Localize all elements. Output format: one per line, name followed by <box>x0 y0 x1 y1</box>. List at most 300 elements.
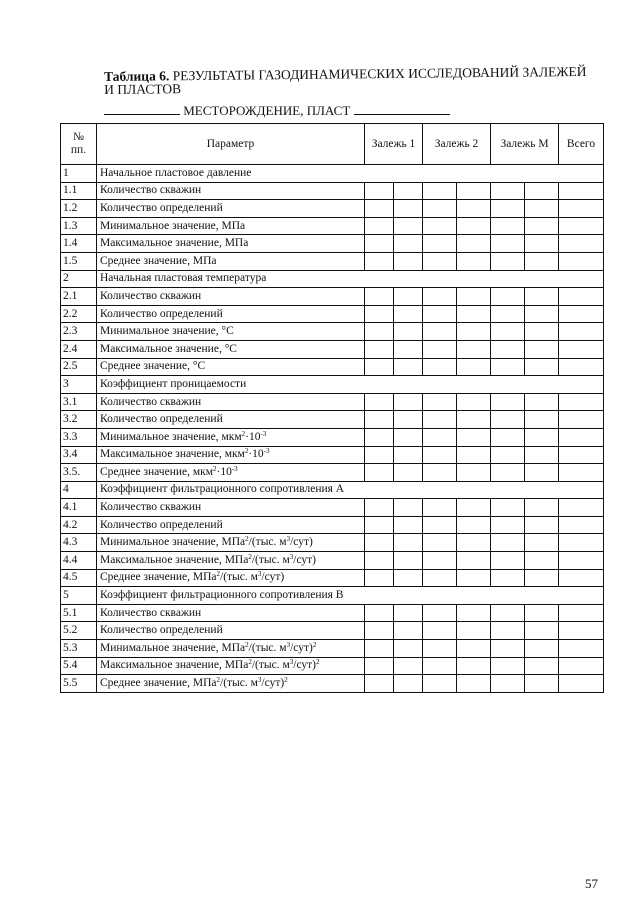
row-parameter <box>97 464 365 482</box>
value-cell <box>525 534 559 552</box>
value-cell <box>365 305 394 323</box>
value-cell <box>491 340 525 358</box>
param-label: Минимальное значение, °С <box>100 325 234 338</box>
param-label: Количество определений <box>100 624 223 637</box>
param-mid: ·10 <box>248 448 264 461</box>
row-parameter <box>97 200 365 218</box>
param-label: Количество определений <box>100 518 223 531</box>
row-number: 4.4 <box>61 552 97 570</box>
value-cell <box>525 640 559 658</box>
value-cell <box>394 428 423 446</box>
value-cell <box>365 675 394 693</box>
value-cell <box>423 235 457 253</box>
row-parameter <box>97 657 365 675</box>
header-num: № пп. <box>61 124 97 165</box>
value-cell <box>423 516 457 534</box>
param-sup1: 2 <box>244 447 249 456</box>
value-cell <box>559 428 604 446</box>
param-label: Максимальное значение, МПа <box>100 553 249 566</box>
value-cell <box>559 411 604 429</box>
row-number: 1.4 <box>61 235 97 253</box>
value-cell <box>491 622 525 640</box>
layer-blank-line <box>354 103 450 115</box>
value-cell <box>491 569 525 587</box>
value-cell <box>394 182 423 200</box>
value-cell <box>457 358 491 376</box>
value-cell <box>394 657 423 675</box>
row-number: 2.5 <box>61 358 97 376</box>
value-cell <box>457 516 491 534</box>
row-parameter <box>97 252 365 270</box>
value-cell <box>491 552 525 570</box>
param-label: Количество определений <box>100 413 223 426</box>
table-row <box>61 499 604 517</box>
value-cell <box>423 569 457 587</box>
param-label: Минимальное значение, МПа <box>100 641 246 654</box>
row-number: 3.2 <box>61 411 97 429</box>
table-row <box>61 182 604 200</box>
value-cell <box>394 675 423 693</box>
value-cell <box>423 323 457 341</box>
value-cell <box>525 552 559 570</box>
table-row <box>61 411 604 429</box>
param-label: Количество скважин <box>100 289 202 302</box>
value-cell <box>559 499 604 517</box>
param-label: Количество скважин <box>100 606 202 619</box>
value-cell <box>491 235 525 253</box>
param-sup1: 2 <box>241 429 246 438</box>
value-cell <box>559 622 604 640</box>
param-label: Количество определений <box>100 201 223 214</box>
value-cell <box>457 622 491 640</box>
row-parameter <box>97 376 365 394</box>
value-cell <box>491 358 525 376</box>
table-header-row <box>61 124 604 165</box>
value-cell <box>365 340 394 358</box>
param-sup2: 3 <box>257 570 262 579</box>
value-cell <box>559 675 604 693</box>
row-number: 1.5 <box>61 252 97 270</box>
param-label: Среднее значение, мкм <box>100 465 213 478</box>
row-parameter <box>97 323 365 341</box>
table-row <box>61 393 604 411</box>
table-section-row <box>61 165 604 183</box>
results-table <box>60 123 604 693</box>
param-sup2: -3 <box>231 464 238 473</box>
table-title <box>104 65 594 96</box>
value-cell <box>423 604 457 622</box>
param-tail: /сут) <box>290 536 313 549</box>
value-cell <box>525 305 559 323</box>
param-label: Максимальное значение, °С <box>100 342 237 355</box>
row-parameter <box>97 446 365 464</box>
param-label: Начальное пластовое давление <box>100 166 252 179</box>
param-sup2: -3 <box>260 429 267 438</box>
value-cell <box>457 323 491 341</box>
value-cell <box>525 675 559 693</box>
value-cell <box>559 217 604 235</box>
value-cell <box>525 428 559 446</box>
table-row <box>61 534 604 552</box>
value-cell <box>491 516 525 534</box>
row-parameter <box>97 411 365 429</box>
row-number: 1.3 <box>61 217 97 235</box>
table-row <box>61 340 604 358</box>
table-row <box>61 622 604 640</box>
value-cell <box>365 640 394 658</box>
row-number: 2.1 <box>61 288 97 306</box>
page-number: 57 <box>585 876 598 891</box>
param-mid: ·10 <box>216 465 232 478</box>
param-sup2: 3 <box>289 658 294 667</box>
value-cell <box>525 604 559 622</box>
param-label: Количество определений <box>100 307 223 320</box>
value-cell <box>559 657 604 675</box>
value-cell <box>365 604 394 622</box>
param-label: Количество скважин <box>100 184 202 197</box>
value-cell <box>457 182 491 200</box>
value-cell <box>525 657 559 675</box>
row-number: 2.4 <box>61 340 97 358</box>
value-cell <box>559 235 604 253</box>
value-cell <box>457 288 491 306</box>
header-deposit-1: Залежь 1 <box>365 124 423 165</box>
row-number: 3 <box>61 376 97 394</box>
value-cell <box>423 675 457 693</box>
value-cell <box>365 217 394 235</box>
param-mid: /(тыс. м <box>251 659 290 672</box>
row-parameter <box>97 428 365 446</box>
value-cell <box>423 640 457 658</box>
param-mid: /(тыс. м <box>220 571 258 584</box>
value-cell <box>423 305 457 323</box>
value-cell <box>525 569 559 587</box>
value-cell <box>457 446 491 464</box>
value-cell <box>365 182 394 200</box>
param-tail: /сут) <box>261 677 285 690</box>
value-cell <box>559 446 604 464</box>
param-label: Максимальное значение, МПа <box>100 237 249 250</box>
row-parameter <box>97 182 365 200</box>
row-parameter <box>97 288 365 306</box>
row-number: 2.2 <box>61 305 97 323</box>
value-cell <box>394 217 423 235</box>
value-cell <box>457 499 491 517</box>
param-mid: /(тыс. м <box>248 536 287 549</box>
row-parameter <box>97 305 365 323</box>
value-cell <box>457 640 491 658</box>
table-row <box>61 552 604 570</box>
row-number: 1 <box>61 165 97 183</box>
value-cell <box>394 604 423 622</box>
param-label: Среднее значение, МПа <box>100 677 217 690</box>
value-cell <box>559 200 604 218</box>
param-label: Количество скважин <box>100 501 202 514</box>
value-cell <box>423 182 457 200</box>
param-label: Среднее значение, °С <box>100 360 206 373</box>
value-cell <box>525 182 559 200</box>
value-cell <box>423 657 457 675</box>
value-cell <box>394 235 423 253</box>
table-row <box>61 446 604 464</box>
row-parameter <box>97 393 365 411</box>
value-cell <box>491 640 525 658</box>
param-sup2: 3 <box>286 535 291 544</box>
section-fill-cell <box>365 270 604 288</box>
param-label: Начальная пластовая температура <box>100 272 267 285</box>
value-cell <box>491 446 525 464</box>
value-cell <box>423 358 457 376</box>
value-cell <box>491 464 525 482</box>
header-deposit-2: Залежь 2 <box>423 124 491 165</box>
row-parameter <box>97 640 365 658</box>
value-cell <box>394 411 423 429</box>
param-tail: /сут) <box>290 641 313 654</box>
value-cell <box>394 200 423 218</box>
row-parameter <box>97 622 365 640</box>
value-cell <box>491 428 525 446</box>
param-label: Минимальное значение, МПа <box>100 536 246 549</box>
value-cell <box>394 358 423 376</box>
row-number: 4.3 <box>61 534 97 552</box>
value-cell <box>394 393 423 411</box>
value-cell <box>491 323 525 341</box>
value-cell <box>394 288 423 306</box>
value-cell <box>423 552 457 570</box>
value-cell <box>394 552 423 570</box>
value-cell <box>491 604 525 622</box>
param-tail: /сут) <box>293 659 317 672</box>
value-cell <box>457 411 491 429</box>
param-mid: /(тыс. м <box>220 677 258 690</box>
deposit-blank-line <box>104 103 180 115</box>
value-cell <box>457 305 491 323</box>
header-param: Параметр <box>97 124 365 165</box>
table-row <box>61 657 604 675</box>
value-cell <box>457 252 491 270</box>
param-mid: ·10 <box>245 430 261 443</box>
value-cell <box>457 217 491 235</box>
value-cell <box>394 305 423 323</box>
value-cell <box>365 534 394 552</box>
value-cell <box>457 675 491 693</box>
value-cell <box>394 499 423 517</box>
param-sup2: -3 <box>263 447 270 456</box>
value-cell <box>423 428 457 446</box>
value-cell <box>457 604 491 622</box>
table-section-row <box>61 270 604 288</box>
value-cell <box>559 534 604 552</box>
value-cell <box>394 534 423 552</box>
row-number: 4.2 <box>61 516 97 534</box>
value-cell <box>525 288 559 306</box>
value-cell <box>457 340 491 358</box>
table-row <box>61 428 604 446</box>
table-section-row <box>61 481 604 499</box>
row-parameter <box>97 481 365 499</box>
value-cell <box>525 411 559 429</box>
row-parameter <box>97 270 365 288</box>
section-fill-cell <box>365 376 604 394</box>
row-number: 5.2 <box>61 622 97 640</box>
value-cell <box>491 499 525 517</box>
value-cell <box>365 411 394 429</box>
value-cell <box>525 252 559 270</box>
param-sup1: 2 <box>248 658 252 667</box>
param-label: Коэффициент фильтрационного сопротивления В <box>100 589 344 602</box>
table-row <box>61 464 604 482</box>
param-label: Коэффициент фильтрационного сопротивления А <box>100 483 345 496</box>
row-number: 2.3 <box>61 323 97 341</box>
row-parameter <box>97 604 365 622</box>
value-cell <box>559 323 604 341</box>
row-number: 5.1 <box>61 604 97 622</box>
value-cell <box>559 358 604 376</box>
value-cell <box>491 393 525 411</box>
value-cell <box>525 217 559 235</box>
row-parameter <box>97 675 365 693</box>
value-cell <box>525 464 559 482</box>
param-sup1: 2 <box>245 535 249 544</box>
param-sup1: 2 <box>213 464 217 473</box>
value-cell <box>394 516 423 534</box>
row-number: 1.2 <box>61 200 97 218</box>
value-cell <box>559 288 604 306</box>
value-cell <box>559 516 604 534</box>
param-label: Количество скважин <box>100 395 202 408</box>
row-number: 3.5. <box>61 464 97 482</box>
value-cell <box>423 446 457 464</box>
param-sup2: 3 <box>286 640 291 649</box>
table-row <box>61 675 604 693</box>
value-cell <box>525 235 559 253</box>
param-label: Минимальное значение, МПа <box>100 219 246 232</box>
value-cell <box>491 675 525 693</box>
table-row <box>61 252 604 270</box>
value-cell <box>365 235 394 253</box>
param-label: Максимальное значение, МПа <box>100 659 249 672</box>
value-cell <box>365 393 394 411</box>
table-row <box>61 200 604 218</box>
row-parameter <box>97 499 365 517</box>
value-cell <box>394 340 423 358</box>
value-cell <box>394 464 423 482</box>
value-cell <box>525 446 559 464</box>
value-cell <box>559 182 604 200</box>
value-cell <box>457 534 491 552</box>
table-row <box>61 640 604 658</box>
value-cell <box>423 411 457 429</box>
value-cell <box>365 657 394 675</box>
value-cell <box>365 552 394 570</box>
value-cell <box>423 200 457 218</box>
value-cell <box>525 393 559 411</box>
value-cell <box>491 252 525 270</box>
value-cell <box>423 622 457 640</box>
value-cell <box>559 464 604 482</box>
value-cell <box>365 516 394 534</box>
param-label: Максимальное значение, мкм <box>100 448 245 461</box>
value-cell <box>365 288 394 306</box>
row-number: 4.1 <box>61 499 97 517</box>
value-cell <box>365 622 394 640</box>
row-parameter <box>97 340 365 358</box>
row-number: 4.5 <box>61 569 97 587</box>
value-cell <box>423 288 457 306</box>
row-parameter <box>97 534 365 552</box>
table-subtitle <box>104 103 504 118</box>
value-cell <box>559 340 604 358</box>
table-section-row <box>61 376 604 394</box>
value-cell <box>559 604 604 622</box>
value-cell <box>365 464 394 482</box>
value-cell <box>457 235 491 253</box>
row-parameter <box>97 165 365 183</box>
header-total: Всего <box>559 124 604 165</box>
row-number: 5.3 <box>61 640 97 658</box>
value-cell <box>491 182 525 200</box>
value-cell <box>365 499 394 517</box>
value-cell <box>423 340 457 358</box>
value-cell <box>525 323 559 341</box>
row-number: 3.4 <box>61 446 97 464</box>
value-cell <box>365 200 394 218</box>
value-cell <box>457 464 491 482</box>
param-sup1: 2 <box>216 676 220 685</box>
value-cell <box>525 340 559 358</box>
row-parameter <box>97 358 365 376</box>
value-cell <box>394 446 423 464</box>
value-cell <box>457 552 491 570</box>
value-cell <box>365 323 394 341</box>
value-cell <box>423 464 457 482</box>
table-row <box>61 604 604 622</box>
value-cell <box>491 217 525 235</box>
param-tail: /сут) <box>293 553 317 566</box>
param-sup2: 3 <box>257 676 262 685</box>
value-cell <box>394 569 423 587</box>
param-sup3: 2 <box>312 640 317 649</box>
row-number: 2 <box>61 270 97 288</box>
row-number: 5 <box>61 587 97 605</box>
row-number: 5.5 <box>61 675 97 693</box>
param-mid: /(тыс. м <box>248 641 287 654</box>
param-sup1: 2 <box>248 552 252 561</box>
table-row <box>61 358 604 376</box>
value-cell <box>423 217 457 235</box>
value-cell <box>423 534 457 552</box>
value-cell <box>559 393 604 411</box>
value-cell <box>559 252 604 270</box>
value-cell <box>491 534 525 552</box>
param-label: Среднее значение, МПа <box>100 254 217 267</box>
table-row <box>61 235 604 253</box>
value-cell <box>559 569 604 587</box>
header-deposit-m: Залежь М <box>491 124 559 165</box>
row-parameter <box>97 516 365 534</box>
value-cell <box>365 446 394 464</box>
value-cell <box>457 428 491 446</box>
value-cell <box>491 288 525 306</box>
param-mid: /(тыс. м <box>251 553 290 566</box>
value-cell <box>491 657 525 675</box>
value-cell <box>365 252 394 270</box>
value-cell <box>525 622 559 640</box>
value-cell <box>457 657 491 675</box>
value-cell <box>491 305 525 323</box>
value-cell <box>423 393 457 411</box>
row-number: 5.4 <box>61 657 97 675</box>
